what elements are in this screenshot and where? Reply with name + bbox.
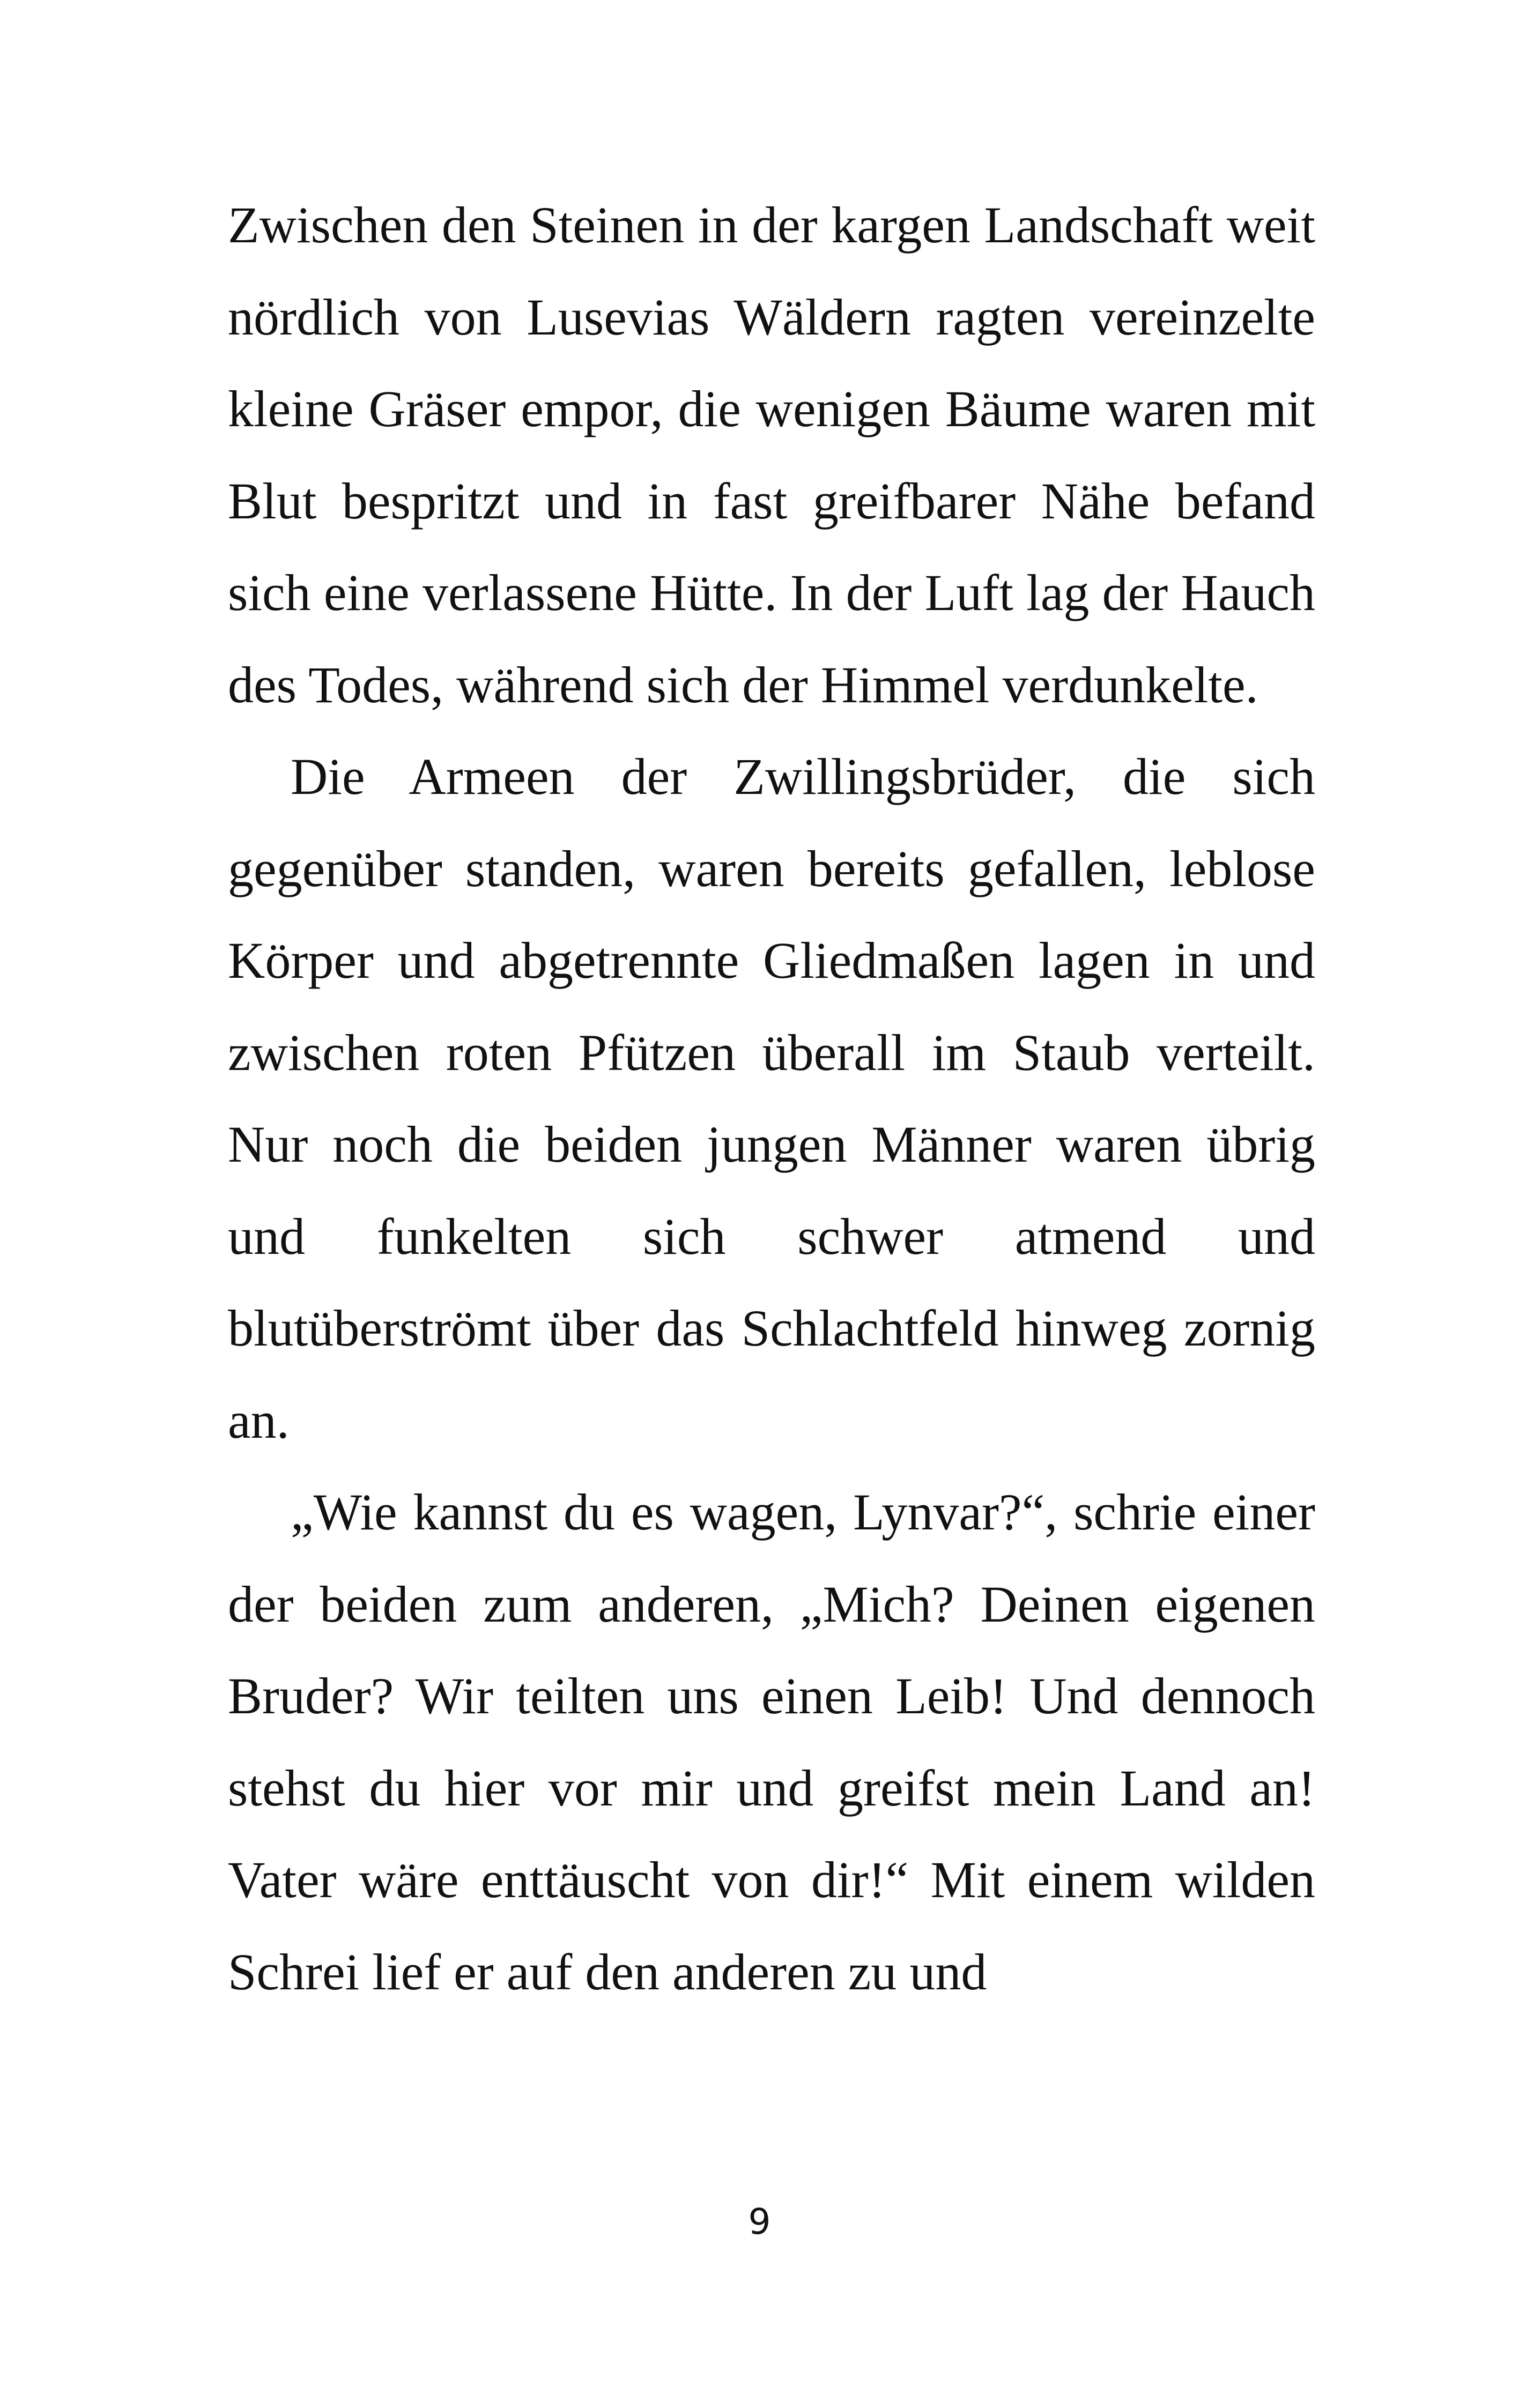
paragraph-3: „Wie kannst du es wagen, Lynvar?“, schrie einer der beiden zum anderen, „Mich? Deinen eigenen Bruder? Wir teilten uns einen Leib! Und dennoch stehst du hier vor mir und greifst mein Land an! Vater wäre enttäuscht von dir!“ Mit einem wilden Schrei lief er auf den anderen zu und	[228, 1483, 1315, 2001]
paragraph-2: Die Armeen der Zwillingsbrüder, die sich gegenüber standen, waren bereits gefallen, leblose Körper und abgetrennte Gliedmaßen lagen in und zwischen roten Pfützen überall im Staub verteilt. Nur noch die beiden jungen Männer waren übrig und funkelten sich schwer atmend und blutüberströmt über das Schlachtfeld hinweg zornig an.	[228, 748, 1315, 1449]
paragraph-1: Zwischen den Steinen in der kargen Landschaft weit nördlich von Lusevias Wäldern ragten vereinzelte kleine Gräser empor, die wenigen Bäume waren mit Blut bespritzt und in fast greifbarer Nähe befand sich eine verlassene Hütte. In der Luft lag der Hauch des Todes, während sich der Himmel verdunkelte.	[228, 196, 1315, 714]
body-text	[228, 179, 1315, 2018]
page-number: 9	[748, 2201, 771, 2242]
